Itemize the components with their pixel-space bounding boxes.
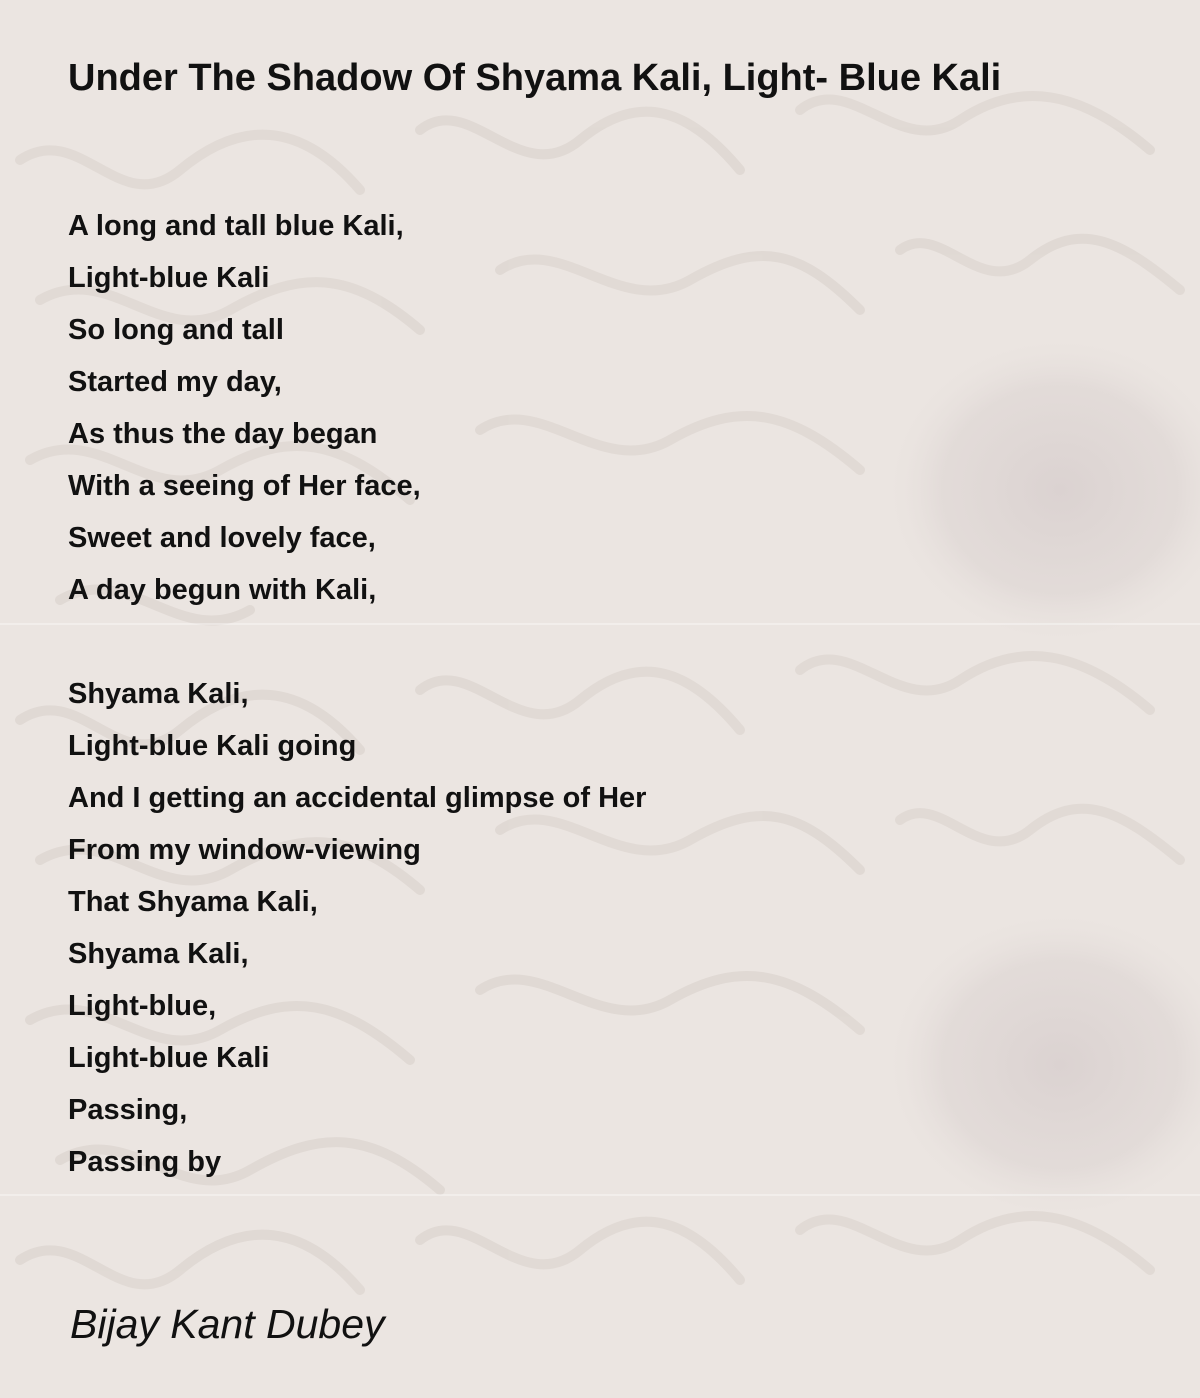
poem-author: Bijay Kant Dubey (70, 1301, 385, 1347)
poem-line: A day begun with Kali, (68, 574, 377, 606)
poem-body (68, 200, 1068, 1240)
poem-line: Passing, (68, 1094, 188, 1126)
poem-line: Shyama Kali, (68, 938, 249, 970)
poem-line: And I getting an accidental glimpse of Her (68, 782, 647, 814)
poem-line: Light-blue Kali (68, 1042, 270, 1074)
poem-line: Started my day, (68, 366, 282, 398)
poem-stanza-1 (68, 200, 1068, 616)
poem-line: With a seeing of Her face, (68, 470, 421, 502)
poem-line: Shyama Kali, (68, 678, 249, 710)
poem-line: So long and tall (68, 314, 284, 346)
poem-line: That Shyama Kali, (68, 886, 318, 918)
poem-line: Light-blue, (68, 990, 217, 1022)
poem-line: Sweet and lovely face, (68, 522, 376, 554)
poem-line: Passing by (68, 1146, 222, 1178)
poem-title: Under The Shadow Of Shyama Kali, Light- Blue Kali (68, 57, 1002, 99)
poem-line: Light-blue Kali (68, 262, 270, 294)
poem-line: A long and tall blue Kali, (68, 210, 404, 242)
poem-line: Light-blue Kali going (68, 730, 357, 762)
poem-stanza-2 (68, 668, 1068, 1188)
poem-line: From my window-viewing (68, 834, 421, 866)
poem-line: As thus the day began (68, 418, 378, 450)
